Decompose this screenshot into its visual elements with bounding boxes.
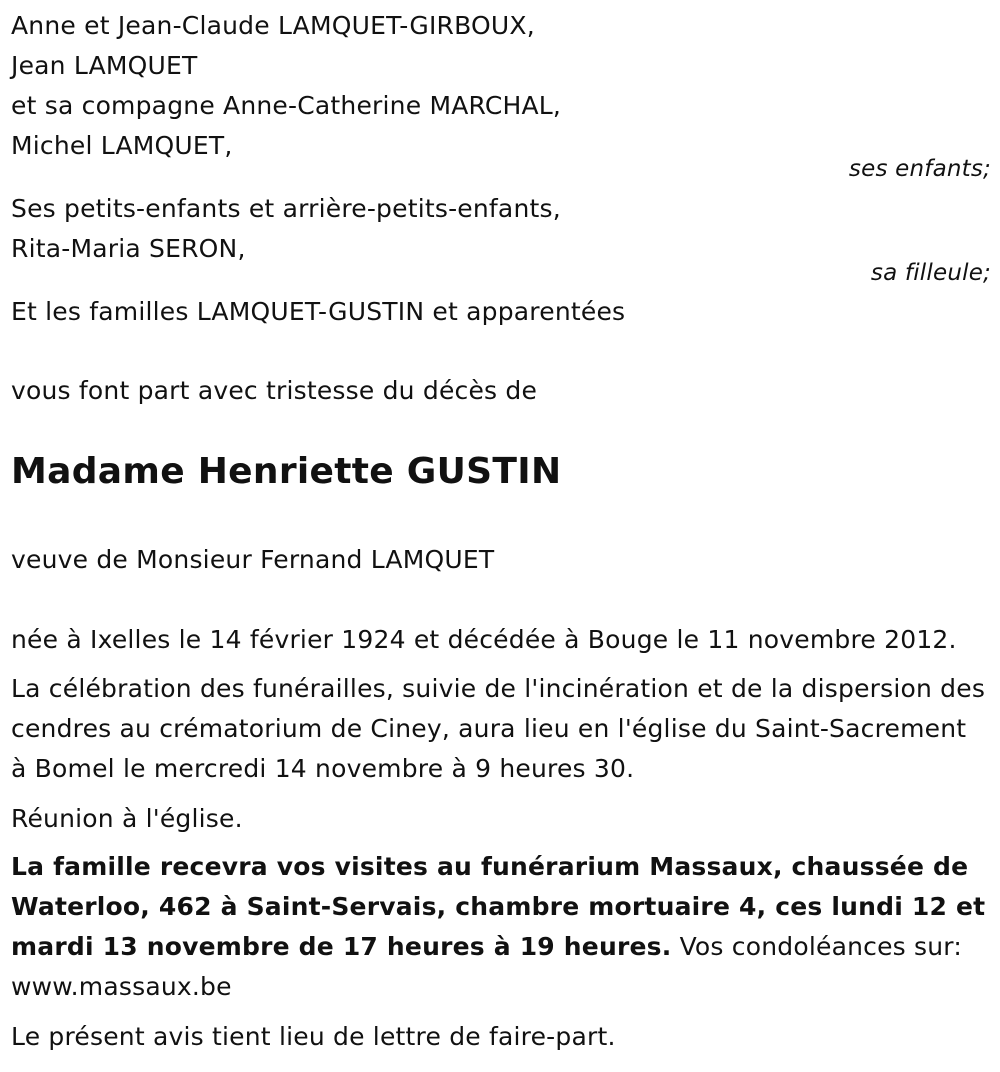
birth-death-text: née à Ixelles le 14 février 1924 et décédée à Bouge le 11 novembre 2012. (11, 625, 957, 654)
family-line-1: Anne et Jean-Claude LAMQUET-GIRBOUX, (11, 11, 535, 40)
family-line-6: Rita-Maria SERON, (11, 234, 246, 263)
meeting-text: Réunion à l'église. (11, 804, 243, 833)
children-label: ses enfants; (848, 156, 991, 182)
deceased-name: Madame Henriette GUSTIN (11, 451, 562, 492)
visits-paragraph (11, 847, 986, 1007)
closing-text: Le présent avis tient lieu de lettre de faire-part. (11, 1022, 616, 1051)
announcement-text: vous font part avec tristesse du décès de (11, 376, 538, 405)
family-line-5: Ses petits-enfants et arrière-petits-enfants, (11, 194, 561, 223)
visits-bold-text: La famille recevra vos visites au funérarium Massaux, chaussée de Waterloo, 462 à Saint-Servais, chambre mortuaire 4, ces lundi 12 et mardi 13 novembre de 17 heures à 19 heures. (11, 852, 986, 961)
condolences-text: Vos condoléances sur: www.massaux.be (11, 932, 962, 1001)
family-line-4: Michel LAMQUET, (11, 131, 233, 160)
family-line-2: Jean LAMQUET (11, 51, 198, 80)
family-line-3: et sa compagne Anne-Catherine MARCHAL, (11, 91, 562, 120)
family-line-7: Et les familles LAMQUET-GUSTIN et apparentées (11, 297, 626, 326)
goddaughter-label: sa filleule; (870, 260, 991, 286)
ceremony-paragraph: La célébration des funérailles, suivie de l'incinération et de la dispersion des cendres au crématorium de Ciney, aura lieu en l'église du Saint-Sacrement à Bomel le mercredi 14 novembre à 9 heures 30. (11, 674, 986, 783)
widow-of-text: veuve de Monsieur Fernand LAMQUET (11, 545, 495, 574)
